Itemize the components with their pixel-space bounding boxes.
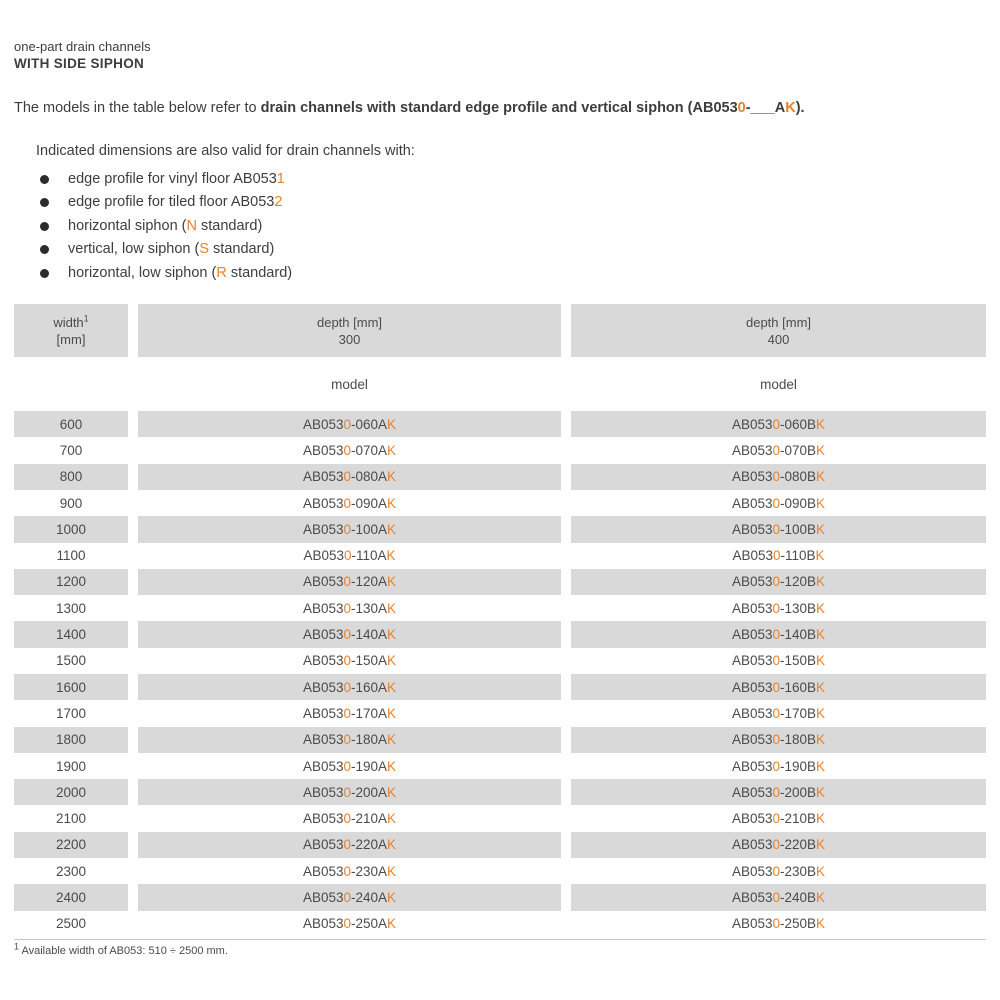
- table-row: [14, 648, 986, 674]
- accent-text: 0: [343, 495, 351, 511]
- model-300-cell: [138, 779, 561, 805]
- accent-text: 0: [772, 627, 780, 643]
- model-400-cell: [571, 805, 986, 831]
- accent-text: 0: [343, 574, 351, 590]
- footnote-marker: 1: [14, 941, 20, 952]
- text-segment: AB053: [731, 679, 773, 695]
- accent-text: 0: [772, 469, 780, 485]
- text-segment: -200A: [351, 784, 388, 800]
- text-segment: AB053: [302, 732, 344, 748]
- model-300-cell: [138, 621, 561, 647]
- table-row: [14, 621, 986, 647]
- accent-text: 0: [343, 758, 351, 774]
- text-segment: ).: [795, 100, 805, 116]
- model-400-cell: [571, 832, 986, 858]
- width-cell: 1200: [14, 569, 128, 595]
- width-cell: 800: [14, 464, 128, 490]
- text-segment: -210B: [780, 811, 817, 827]
- text-segment: AB053: [302, 495, 344, 511]
- accent-text: 0: [772, 495, 780, 511]
- table-row: [14, 727, 986, 753]
- accent-text: 0: [772, 521, 780, 537]
- text-segment: AB053: [303, 548, 344, 564]
- accent-text: 0: [343, 732, 351, 748]
- accent-text: 2: [274, 194, 283, 211]
- text-segment: -240B: [780, 890, 817, 906]
- table-row: [14, 884, 986, 910]
- accent-text: K: [816, 495, 826, 511]
- accent-text: K: [785, 100, 796, 116]
- text-segment: AB053: [302, 758, 344, 774]
- text-segment: horizontal, low siphon (: [68, 264, 217, 281]
- accent-text: 0: [772, 837, 780, 853]
- accent-text: 0: [343, 863, 351, 879]
- text-segment: AB053: [731, 521, 773, 537]
- text-segment: drain channels with standard edge profile and vertical siphon (AB053: [260, 100, 738, 116]
- accent-text: K: [387, 600, 397, 616]
- accent-text: K: [387, 916, 397, 932]
- text-segment: standard): [196, 217, 263, 234]
- accent-text: 0: [772, 811, 780, 827]
- text-segment: -250B: [780, 916, 817, 932]
- model-300-cell: [138, 805, 561, 831]
- width-cell: 1500: [55, 653, 87, 669]
- model-300-cell: [138, 727, 561, 753]
- accent-text: K: [816, 469, 826, 485]
- text-segment: AB053: [302, 442, 344, 458]
- model-400-cell: [571, 621, 986, 647]
- bullet-item: [36, 215, 1000, 238]
- text-segment: AB053: [302, 574, 344, 590]
- text-segment: -240A: [351, 890, 388, 906]
- model-300-cell: [138, 648, 561, 674]
- width-cell: 1300: [55, 600, 87, 616]
- accent-text: 0: [772, 548, 781, 564]
- model-400-cell: [571, 437, 986, 463]
- accent-text: 0: [343, 653, 351, 669]
- table-row: [14, 595, 986, 621]
- text-segment: AB053: [302, 916, 344, 932]
- text-segment: -070A: [351, 442, 388, 458]
- accent-text: K: [816, 837, 826, 853]
- text-segment: AB053: [732, 548, 773, 564]
- accent-text: 0: [343, 548, 352, 564]
- table-row: [14, 543, 986, 569]
- text-segment: -170A: [351, 705, 388, 721]
- text-segment: vertical, low siphon (: [68, 241, 200, 258]
- accent-text: K: [387, 732, 397, 748]
- accent-text: 1: [276, 171, 285, 187]
- text-segment: AB053: [731, 495, 773, 511]
- depth-300-label: depth [mm]: [316, 314, 383, 330]
- accent-text: K: [387, 495, 397, 511]
- text-segment: -220B: [780, 837, 817, 853]
- accent-text: K: [387, 837, 397, 853]
- width-cell: 700: [59, 442, 83, 458]
- text-segment: -160B: [780, 679, 817, 695]
- text-segment: AB053: [302, 521, 344, 537]
- text-segment: -190A: [351, 758, 388, 774]
- text-segment: AB053: [302, 627, 344, 643]
- text-segment: -090B: [780, 495, 817, 511]
- bullet-list: [36, 168, 1000, 285]
- model-300-cell: [138, 569, 561, 595]
- model-400-cell: [571, 884, 986, 910]
- text-segment: -060A: [351, 416, 388, 432]
- text-segment: -110A: [351, 548, 387, 564]
- width-cell: 600: [14, 411, 128, 437]
- width-cell: 2200: [14, 832, 128, 858]
- width-cell: 1000: [14, 516, 128, 542]
- text-segment: AB053: [302, 416, 344, 432]
- model-400-cell: [571, 700, 986, 726]
- model-300-cell: [138, 516, 561, 542]
- table-row: [14, 805, 986, 831]
- text-segment: -250A: [351, 916, 388, 932]
- text-segment: AB053: [302, 705, 344, 721]
- accent-text: 0: [772, 732, 780, 748]
- table-row: [14, 464, 986, 490]
- accent-text: 0: [772, 600, 780, 616]
- text-segment: AB053: [731, 863, 773, 879]
- width-cell: 900: [59, 495, 83, 511]
- intro-sentence: [14, 99, 1000, 118]
- model-300-cell: [138, 411, 561, 437]
- text-segment: AB053: [302, 469, 344, 485]
- text-segment: -200B: [780, 784, 817, 800]
- text-segment: AB053: [731, 442, 773, 458]
- col-header-depth-400: [571, 304, 986, 357]
- text-segment: -230B: [780, 863, 817, 879]
- model-300-cell: [138, 753, 561, 779]
- table-row: [14, 911, 986, 937]
- doc-header: [0, 0, 1000, 73]
- text-segment: AB053: [302, 837, 344, 853]
- text-segment: -080A: [351, 469, 388, 485]
- text-segment: AB053: [302, 811, 344, 827]
- accent-text: K: [816, 890, 826, 906]
- accent-text: K: [816, 521, 826, 537]
- accent-text: 0: [737, 100, 746, 116]
- accent-text: K: [816, 653, 826, 669]
- table-header-row: [14, 304, 986, 357]
- accent-text: K: [387, 705, 397, 721]
- width-cell: 1700: [55, 705, 87, 721]
- text-segment: AB053: [731, 469, 773, 485]
- model-400-cell: [571, 595, 986, 621]
- text-segment: -130A: [351, 600, 388, 616]
- model-300-cell: [138, 832, 561, 858]
- table-row: [14, 437, 986, 463]
- model-300-cell: [138, 700, 561, 726]
- model-400-cell: [571, 569, 986, 595]
- width-cell: 1600: [14, 674, 128, 700]
- text-segment: -110B: [780, 548, 816, 564]
- accent-text: 0: [772, 416, 780, 432]
- text-segment: -120B: [780, 574, 817, 590]
- text-segment: AB053: [731, 732, 773, 748]
- width-cell: 1100: [56, 548, 86, 564]
- accent-text: 0: [343, 916, 351, 932]
- col-header-width: [14, 304, 128, 357]
- width-cell: 2100: [55, 811, 87, 827]
- model-300-cell: [138, 595, 561, 621]
- model-label-400: model: [760, 376, 797, 392]
- models-table: [14, 304, 986, 937]
- accent-text: K: [816, 863, 826, 879]
- text-segment: edge profile for vinyl floor AB053: [68, 171, 277, 187]
- doc-subtitle: one-part drain channels: [14, 39, 151, 54]
- accent-text: N: [186, 217, 197, 234]
- model-400-cell: [571, 490, 986, 516]
- accent-text: 0: [772, 442, 780, 458]
- accent-text: 0: [343, 416, 351, 432]
- accent-text: K: [387, 784, 397, 800]
- accent-text: K: [387, 890, 397, 906]
- model-400-cell: [571, 674, 986, 700]
- model-label-row: [14, 357, 986, 411]
- model-300-cell: [138, 884, 561, 910]
- accent-text: 0: [772, 574, 780, 590]
- table-body: [14, 411, 986, 937]
- text-segment: -090A: [351, 495, 388, 511]
- accent-text: K: [387, 811, 397, 827]
- text-segment: -080B: [780, 469, 817, 485]
- text-segment: -130B: [780, 600, 817, 616]
- text-segment: -150A: [351, 653, 388, 669]
- text-segment: AB053: [731, 705, 773, 721]
- accent-text: K: [816, 916, 826, 932]
- table-row: [14, 700, 986, 726]
- text-segment: -___A: [745, 100, 786, 116]
- accent-text: K: [387, 627, 397, 643]
- accent-text: 0: [772, 916, 780, 932]
- table-row: [14, 490, 986, 516]
- text-segment: -170B: [780, 705, 817, 721]
- model-400-cell: [571, 464, 986, 490]
- accent-text: 0: [343, 784, 351, 800]
- text-segment: edge profile for tiled floor AB053: [68, 194, 275, 211]
- accent-text: K: [815, 548, 825, 564]
- table-row: [14, 858, 986, 884]
- model-400-cell: [571, 516, 986, 542]
- accent-text: K: [816, 784, 826, 800]
- accent-text: K: [816, 416, 826, 432]
- accent-text: 0: [343, 705, 351, 721]
- accent-text: K: [387, 469, 397, 485]
- table-row: [14, 674, 986, 700]
- text-segment: AB053: [302, 653, 344, 669]
- text-segment: -100B: [780, 521, 817, 537]
- table-row: [14, 779, 986, 805]
- width-cell: 1900: [55, 758, 87, 774]
- model-400-cell: [571, 727, 986, 753]
- width-cell: 2000: [14, 779, 128, 805]
- table-row: [14, 411, 986, 437]
- text-segment: AB053: [302, 679, 344, 695]
- model-300-cell: [138, 437, 561, 463]
- model-400-cell: [571, 779, 986, 805]
- text-segment: standard): [226, 264, 293, 281]
- accent-text: K: [387, 574, 397, 590]
- accent-text: K: [816, 811, 826, 827]
- text-segment: -190B: [780, 758, 817, 774]
- accent-text: 0: [343, 679, 351, 695]
- accent-text: 0: [772, 758, 780, 774]
- depth-400-value: 400: [767, 331, 790, 347]
- accent-text: K: [387, 758, 397, 774]
- width-cell: 2500: [55, 916, 87, 932]
- depth-300-value: 300: [338, 331, 361, 347]
- accent-text: K: [387, 442, 397, 458]
- accent-text: R: [216, 264, 227, 281]
- accent-text: K: [816, 442, 826, 458]
- width-cell: 2400: [14, 884, 128, 910]
- depth-400-label: depth [mm]: [745, 314, 812, 330]
- text-segment: -150B: [780, 653, 817, 669]
- bullet-item: [36, 238, 1000, 261]
- accent-text: 0: [772, 890, 780, 906]
- accent-text: K: [816, 679, 826, 695]
- accent-text: 0: [343, 442, 351, 458]
- accent-text: K: [387, 679, 397, 695]
- model-label-spacer: [14, 357, 128, 411]
- accent-text: K: [387, 416, 397, 432]
- width-cell: 1400: [14, 621, 128, 647]
- table-row: [14, 569, 986, 595]
- bullet-item: [36, 191, 1000, 214]
- accent-text: K: [816, 705, 826, 721]
- accent-text: K: [386, 548, 396, 564]
- width-cell: 2300: [55, 863, 87, 879]
- text-segment: AB053: [731, 837, 773, 853]
- text-segment: AB053: [731, 574, 773, 590]
- accent-text: K: [816, 732, 826, 748]
- accent-text: 0: [343, 890, 351, 906]
- text-segment: AB053: [731, 653, 773, 669]
- model-400-cell: [571, 753, 986, 779]
- text-segment: AB053: [302, 600, 344, 616]
- accent-text: 0: [343, 469, 351, 485]
- model-400-cell: [571, 648, 986, 674]
- accent-text: 0: [343, 811, 351, 827]
- text-segment: -180A: [351, 732, 388, 748]
- text-segment: -120A: [351, 574, 388, 590]
- text-segment: The models in the table below refer to: [14, 100, 261, 116]
- text-segment: AB053: [731, 811, 773, 827]
- text-segment: -210A: [351, 811, 388, 827]
- model-300-cell: [138, 858, 561, 884]
- text-segment: AB053: [731, 416, 773, 432]
- text-segment: -140B: [780, 627, 817, 643]
- accent-text: 0: [772, 653, 780, 669]
- text-segment: -100A: [351, 521, 388, 537]
- text-segment: AB053: [302, 863, 344, 879]
- accent-text: 0: [772, 863, 780, 879]
- model-300-cell: [138, 490, 561, 516]
- text-segment: -180B: [780, 732, 817, 748]
- bullet-item: [36, 168, 1000, 191]
- accent-text: K: [387, 863, 397, 879]
- text-segment: AB053: [731, 916, 773, 932]
- footnote: [14, 939, 986, 957]
- text-segment: AB053: [731, 784, 773, 800]
- text-segment: standard): [209, 241, 275, 258]
- accent-text: K: [816, 574, 826, 590]
- accent-text: S: [199, 241, 210, 258]
- accent-text: K: [387, 653, 397, 669]
- accent-text: 0: [343, 600, 351, 616]
- accent-text: K: [816, 758, 826, 774]
- text-segment: -220A: [351, 837, 388, 853]
- model-300-cell: [138, 464, 561, 490]
- model-300-cell: [138, 543, 561, 569]
- text-segment: AB053: [302, 890, 344, 906]
- accent-text: 0: [772, 679, 780, 695]
- text-segment: -160A: [351, 679, 388, 695]
- footnote-text: Available width of AB053: 510 ÷ 2500 mm.: [19, 944, 228, 957]
- table-row: [14, 516, 986, 542]
- table-row: [14, 832, 986, 858]
- accent-text: 0: [343, 627, 351, 643]
- text-segment: horizontal siphon (: [68, 217, 187, 234]
- accent-text: 0: [343, 837, 351, 853]
- width-header-line2: [mm]: [56, 331, 86, 347]
- width-header-line1: width$^1$: [53, 313, 89, 330]
- model-300-cell: [138, 674, 561, 700]
- text-segment: AB053: [302, 784, 344, 800]
- model-300-cell: [138, 911, 561, 937]
- text-segment: AB053: [731, 890, 773, 906]
- accent-text: 0: [772, 705, 780, 721]
- text-segment: -140A: [351, 627, 388, 643]
- text-segment: -070B: [780, 442, 817, 458]
- bullet-item: [36, 262, 1000, 285]
- accent-text: 0: [343, 521, 351, 537]
- accent-text: K: [387, 521, 397, 537]
- text-segment: AB053: [731, 627, 773, 643]
- width-cell: 1800: [14, 727, 128, 753]
- text-segment: AB053: [731, 758, 773, 774]
- model-400-cell: [571, 543, 986, 569]
- col-header-depth-300: [138, 304, 561, 357]
- text-segment: -060B: [780, 416, 817, 432]
- doc-title: WITH SIDE SIPHON: [14, 56, 145, 71]
- accent-text: K: [816, 627, 826, 643]
- accent-text: K: [816, 600, 826, 616]
- text-segment: -230A: [351, 863, 388, 879]
- text-segment: AB053: [731, 600, 773, 616]
- model-label-300: model: [331, 376, 368, 392]
- accent-text: 0: [772, 784, 780, 800]
- bullet-list-intro: Indicated dimensions are also valid for drain channels with:: [36, 143, 415, 159]
- model-400-cell: [571, 911, 986, 937]
- model-400-cell: [571, 858, 986, 884]
- table-row: [14, 753, 986, 779]
- model-400-cell: [571, 411, 986, 437]
